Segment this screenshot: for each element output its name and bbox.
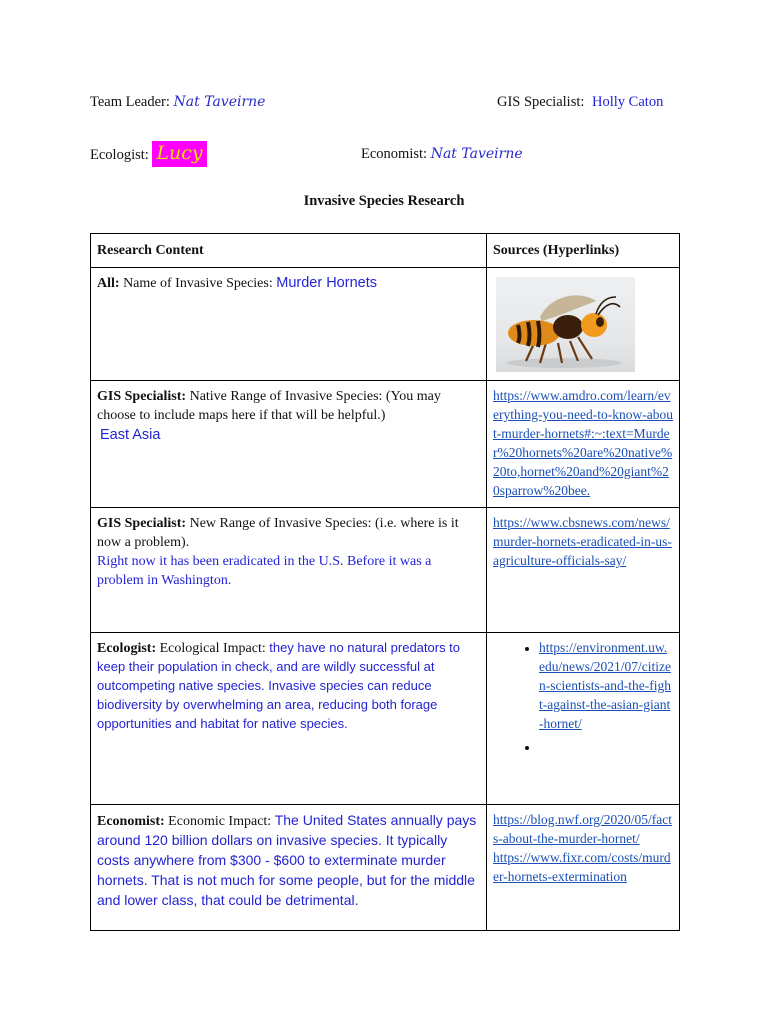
sources-cell: [487, 633, 680, 805]
source-link[interactable]: https://blog.nwf.org/2020/05/facts-about-the-murder-hornet/: [493, 812, 672, 846]
list-item: [539, 639, 673, 734]
table-row-ecological-impact: [91, 633, 680, 805]
table-row-species-name: [91, 268, 680, 381]
table-header-row: [91, 234, 680, 268]
research-cell: [91, 633, 487, 805]
economist-label: Economist:: [361, 146, 428, 162]
gis-specialist-name: Holly Caton: [592, 94, 664, 110]
table-row-economic-impact: [91, 805, 680, 931]
role-label: GIS Specialist:: [97, 516, 187, 531]
research-cell: [91, 268, 487, 381]
column-header-sources: Sources (Hyperlinks): [487, 234, 680, 268]
prompt-text: Native Range of Invasive Species: (You may choose to include maps here if that will be helpful.): [97, 389, 441, 423]
native-range-answer: East Asia: [100, 427, 161, 443]
list-item: [539, 738, 673, 757]
ecologist-label: Ecologist:: [90, 147, 149, 163]
species-name-answer: Murder Hornets: [276, 275, 377, 291]
economist-line: [361, 146, 523, 163]
sources-cell: [487, 268, 680, 381]
gis-specialist-label: GIS Specialist:: [497, 94, 585, 110]
source-list: [493, 639, 673, 757]
research-cell: [91, 381, 487, 508]
role-label: Economist:: [97, 814, 165, 829]
source-link[interactable]: https://environment.uw.edu/news/2021/07/citizen-scientists-and-the-fight-against-the-asian-giant-hornet/: [539, 640, 671, 731]
prompt-text: Name of Invasive Species:: [119, 276, 277, 291]
ecological-impact-answer: they have no natural predators to keep their population in check, and are wildly successful at outcompeting native species. Invasive species can reduce biodiversity by overwhelming an area, reducing both forage opportunities and habitat for native species.: [97, 640, 461, 731]
table-row-native-range: [91, 381, 680, 508]
prompt-text: Economic Impact:: [164, 814, 275, 829]
sources-cell: [487, 508, 680, 633]
role-label: All:: [97, 276, 120, 291]
economist-name: Nat Taveirne: [430, 146, 523, 162]
source-link[interactable]: https://www.cbsnews.com/news/murder-hornets-eradicated-in-us-agriculture-officials-say/: [493, 515, 672, 568]
document-title: Invasive Species Research: [303, 193, 465, 209]
role-label: Ecologist:: [97, 641, 157, 656]
economic-impact-answer: The United States annually pays around 120 billion dollars on invasive species. It typically costs anywhere from $300 - $600 to exterminate murder hornets. That is not much for some people, but for the middle and lower class, that could be detrimental.: [97, 812, 477, 908]
new-range-answer: Right now it has been eradicated in the U.S. Before it was a problem in Washington.: [97, 554, 432, 588]
prompt-text: Ecological Impact:: [156, 641, 270, 656]
role-label: GIS Specialist:: [97, 389, 187, 404]
ecologist-name: Lucy: [152, 141, 206, 167]
source-link[interactable]: https://www.fixr.com/costs/murder-hornets-extermination: [493, 850, 671, 884]
ecologist-line: [90, 142, 207, 164]
research-cell: [91, 805, 487, 931]
team-leader-label: Team Leader:: [90, 94, 170, 110]
table-row-new-range: [91, 508, 680, 633]
gis-specialist-line: [497, 94, 663, 111]
hornet-photo-icon: [496, 277, 635, 372]
prompt-text: New Range of Invasive Species: (i.e. where is it now a problem).: [97, 516, 459, 550]
sources-cell: [487, 805, 680, 931]
source-link[interactable]: https://www.amdro.com/learn/everything-you-need-to-know-about-murder-hornets#:~:text=Murder%20hornets%20are%20native%20to,hornet%20and%20giant%20sparrow%20bee.: [493, 388, 673, 498]
column-header-research-content: Research Content: [91, 234, 487, 268]
sources-cell: [487, 381, 680, 508]
team-leader-name: Nat Taveirne: [173, 94, 266, 110]
team-leader-line: [90, 94, 265, 111]
research-table: [90, 233, 680, 931]
research-cell: [91, 508, 487, 633]
